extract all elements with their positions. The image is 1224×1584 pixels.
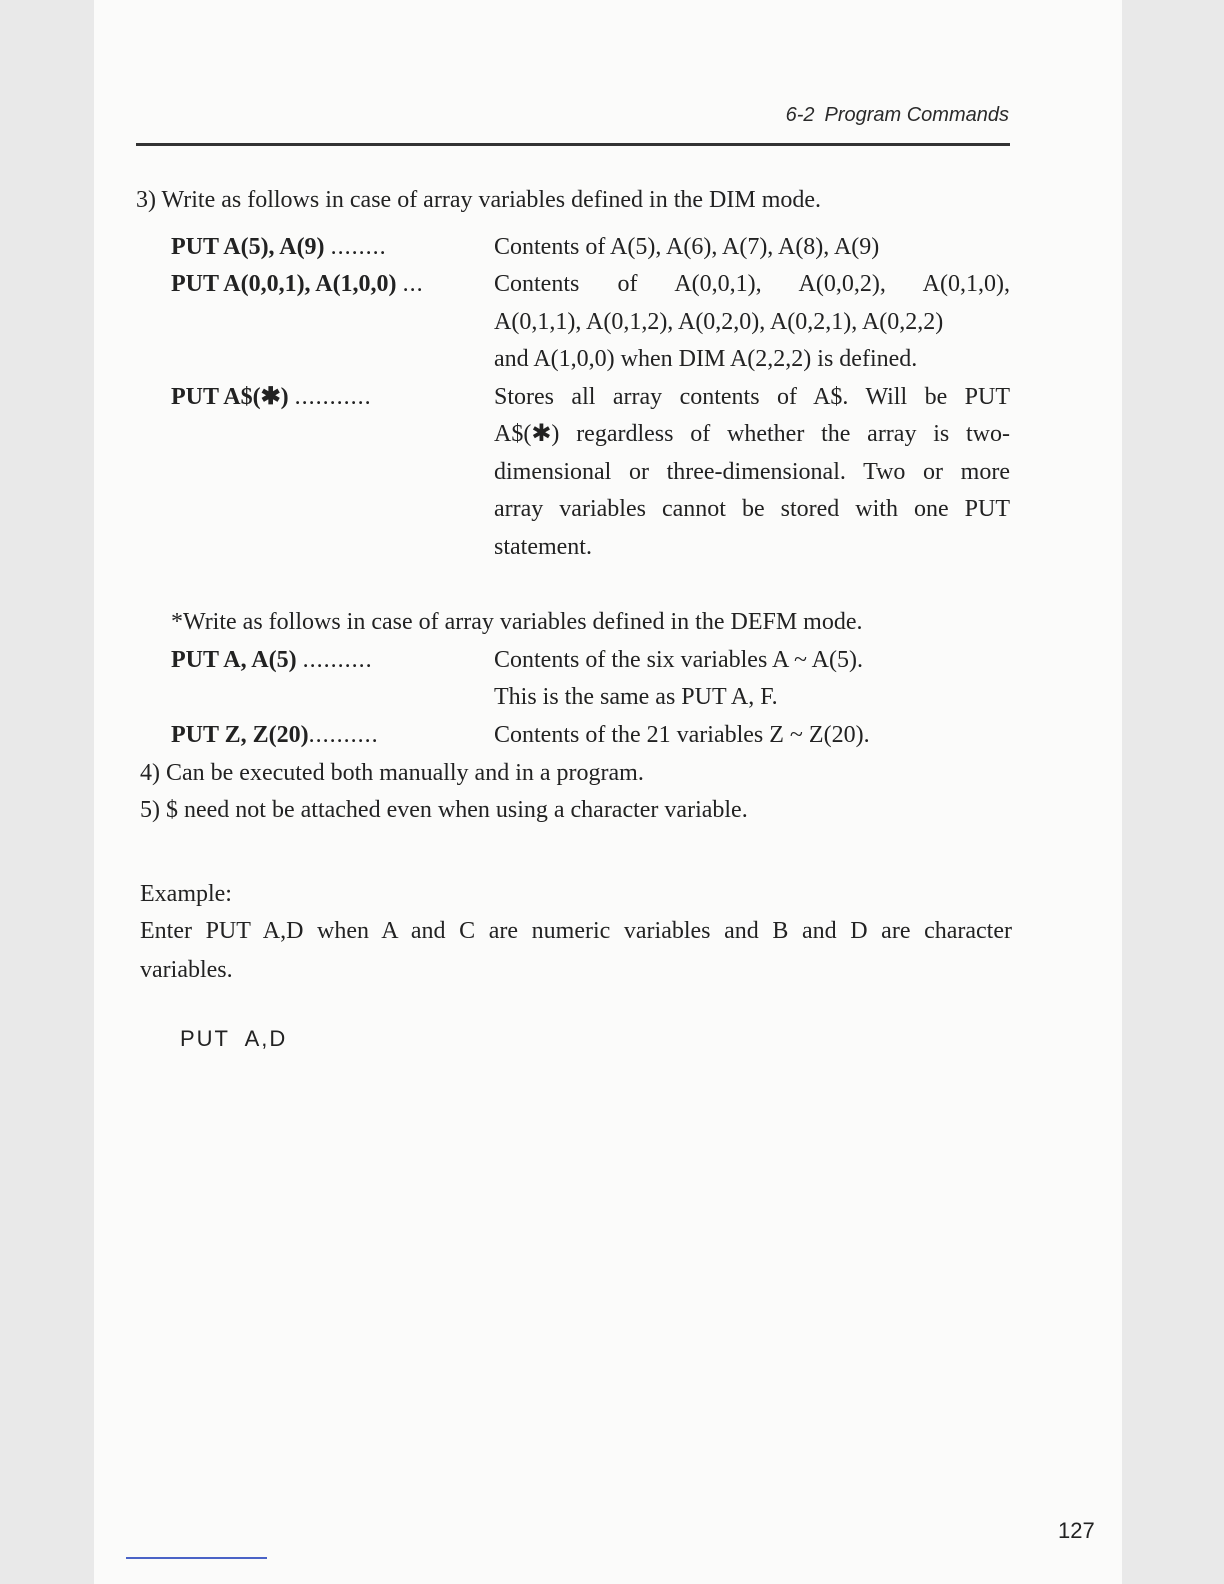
put-row-description: Contents of the 21 variables Z ~ Z(20). [494,722,870,748]
defm-intro: *Write as follows in case of array variables defined in the DEFM mode. [171,609,863,635]
put-row-description: A$(✱) regardless of whether the array is two- [494,421,1010,447]
example-heading: Example: [140,881,232,907]
put-row-description: Contents of A(0,0,1), A(0,0,2), A(0,1,0), [494,271,1010,297]
put-row-description: statement. [494,534,592,560]
put-row-description: Contents of A(5), A(6), A(7), A(8), A(9) [494,234,880,260]
footer-rule [126,1557,267,1559]
put-row-description: Stores all array contents of A$. Will be PUT [494,384,1010,410]
put-row-label: PUT Z, Z(20).......... [171,722,379,748]
put-row-description: This is the same as PUT A, F. [494,684,778,710]
item-4: 4) Can be executed both manually and in a program. [140,760,644,786]
put-row-label: PUT A, A(5) .......... [171,647,373,673]
example-code: PUT A,D [180,1026,288,1051]
put-row-description: array variables cannot be stored with one PUT [494,496,1010,522]
put-row-label: PUT A$(✱) ........... [171,384,372,410]
put-row-description: dimensional or three-dimensional. Two or more [494,459,1010,485]
item-5: 5) $ need not be attached even when using a character variable. [140,797,748,823]
put-row-label: PUT A(5), A(9) ........ [171,234,387,260]
section-title: Program Commands [824,104,1009,126]
put-row-description: and A(1,0,0) when DIM A(2,2,2) is defined. [494,346,918,372]
put-row-label: PUT A(0,0,1), A(1,0,0) ... [171,271,424,297]
header-rule [136,143,1010,146]
put-row-description: Contents of the six variables A ~ A(5). [494,647,863,673]
page-number: 127 [1058,1518,1095,1543]
section-number: 6-2 [785,104,815,126]
item-3-intro: 3) Write as follows in case of array variables defined in the DIM mode. [136,187,822,213]
put-row-description: A(0,1,1), A(0,1,2), A(0,2,0), A(0,2,1), A(0,2,2) [494,309,944,335]
example-text: Enter PUT A,D when A and C are numeric variables and B and D are character [140,918,1012,944]
running-header [640,104,1009,127]
example-text: variables. [140,957,233,983]
